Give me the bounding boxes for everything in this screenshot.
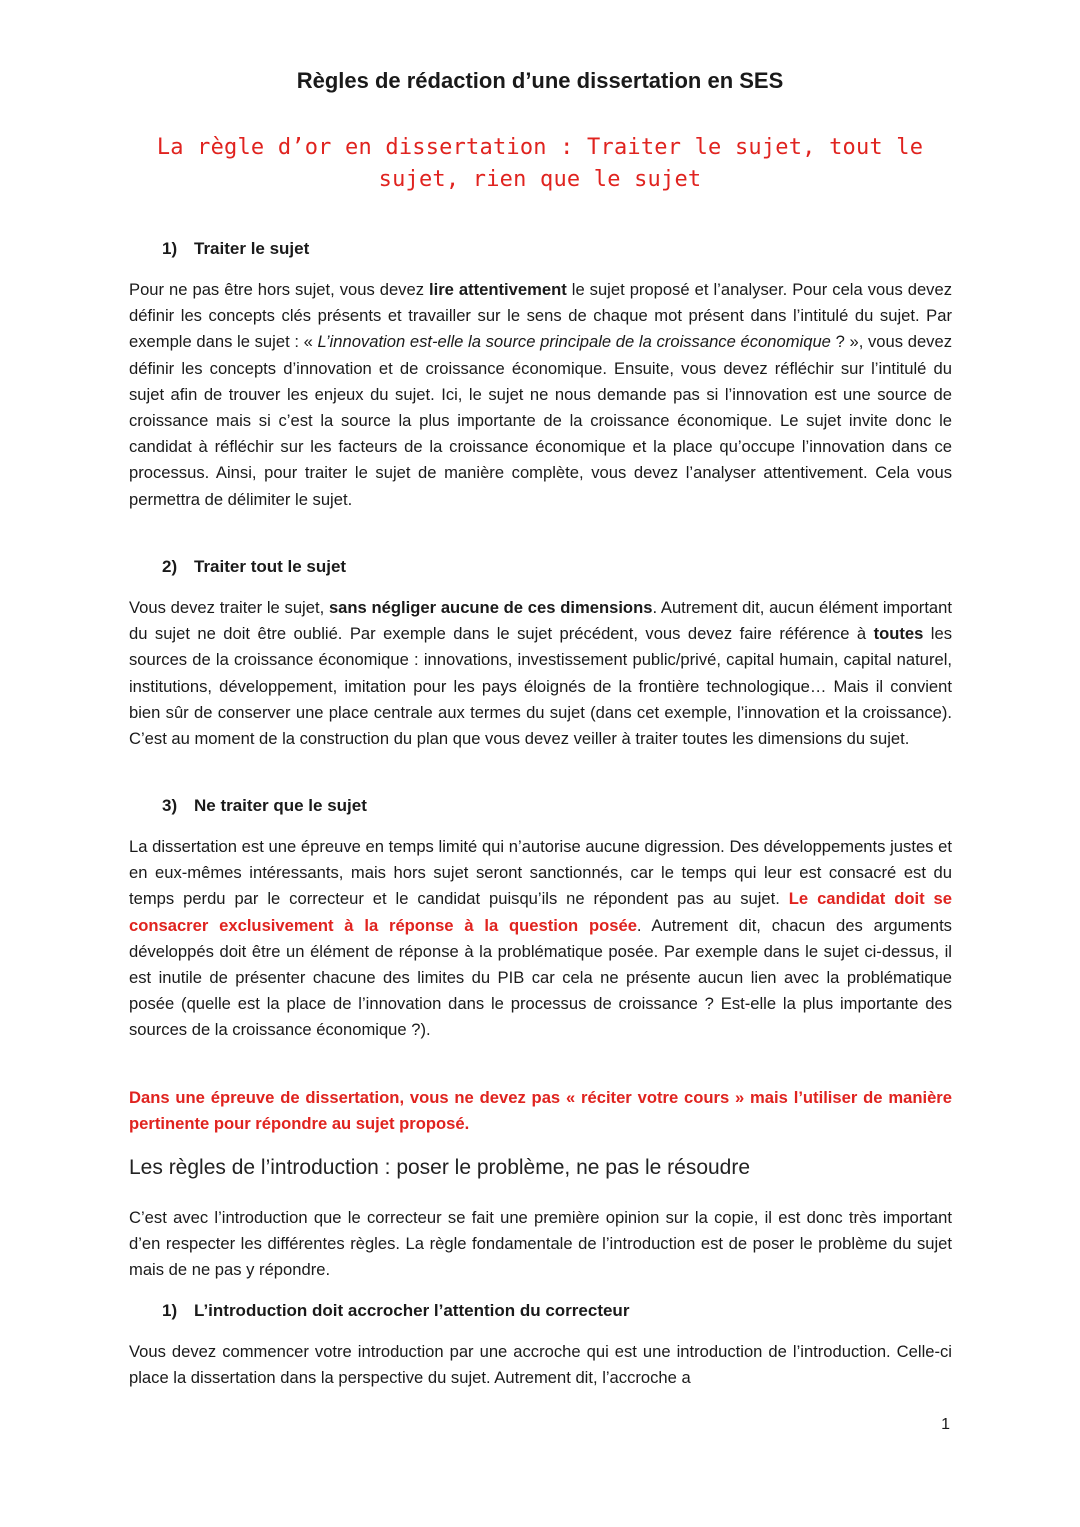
warning-paragraph: Dans une épreuve de dissertation, vous ne devez pas « réciter votre cours » mais l’utiliser de manière pertinente pour répondre au sujet proposé. [129,1088,952,1134]
section-3-number: 3) [162,796,178,815]
section-3-text-a: La dissertation est une épreuve en temps limité qui n’autorise aucune digression. Des développements justes et en eux-mêmes intéressants, mais hors sujet seront sanctionnés, car le temps qui leur est consacré est du temps perdu par le correcteur et le candidat puisqu’ils ne répondent pas au sujet. [129,837,952,909]
section-2-bold-b: toutes [873,624,924,644]
section-1-text-c: ? », vous devez définir les concepts d’innovation et de croissance économique. Ensuite, vous devez réfléchir sur l’intitulé du sujet afin de trouver les enjeux du sujet. Ici, le sujet ne nous demande pas si l’innovation est une source de croissance mais si c’est la source la plus importante de la croissance économique. Le sujet invite donc le candidat à réfléchir sur les facteurs de la croissance économique et la place qu’occupe l’innovation dans ce processus. Ainsi, pour traiter le sujet de manière complète, vous devez l’analyser attentivement. Cela vous permettra de délimiter le sujet. [129,332,953,509]
section-2-text-a: Vous devez traiter le sujet, [129,598,329,617]
section-1-number: 1) [162,239,178,258]
section-2-text-c: les sources de la croissance économique : innovations, investissement public/privé, capital humain, capital naturel, institutions, développement, imitation pour les pays éloignés de la frontière technologique… Mais il convient bien sûr de conserver une place centrale aux termes du sujet (dans cet exemple, l’innovation et la croissance). C’est au moment de la construction du plan que vous devez veiller à traiter toutes les dimensions du sujet. [129,624,952,749]
section-2-heading [162,555,346,579]
section-1-paragraph [129,277,952,513]
section-2-text-b: . Autrement dit, aucun élément important du sujet ne doit être oublié. Par exemple dans le sujet précédent, vous devez faire référence à [129,598,952,644]
section-1-title: Traiter le sujet [194,239,310,258]
section-1-italic-quote: L’innovation est-elle la source principale de la croissance économique [317,332,831,352]
section-3-heading [162,794,367,818]
page-number: 1 [941,1416,950,1433]
section-1-text-b: le sujet proposé et l’analyser. Pour cela vous devez définir les concepts clés présents et travailler sur le sens de chaque mot présent dans l’intitulé du sujet. Par exemple dans le sujet : « [129,280,953,352]
document-title: Règles de rédaction d’une dissertation en SES [296,68,784,93]
section-3-red-emphasis: Le candidat doit se consacrer exclusivement à la réponse à la question posée [129,889,952,935]
intro-section-1-heading [162,1299,629,1323]
intro-section-1-paragraph: Vous devez commencer votre introduction par une accroche qui est une introduction de l’introduction. Celle-ci place la dissertation dans la perspective du sujet. Autrement dit, l’accroche a [129,1342,952,1388]
section-3-paragraph [129,834,952,1044]
introduction-heading: Les règles de l’introduction : poser le problème, ne pas le résoudre [129,1156,751,1179]
section-3-text-b: . Autrement dit, chacun des arguments développés doit être un élément de réponse à la problématique posée. Par exemple dans le sujet ci-dessus, il est inutile de présenter chacune des limites du PIB car cela ne présente aucun lien avec la problématique posée (quelle est la place de l’innovation dans le processus de croissance ? Est-elle la plus importante des sources de la croissance économique ?). [129,915,952,1040]
section-1-heading [162,237,309,261]
section-2-bold-a: sans négliger aucune de ces dimensions [328,598,653,617]
intro-section-1-title: L’introduction doit accrocher l’attention du correcteur [194,1301,630,1320]
intro-section-1-number: 1) [162,1301,178,1320]
section-2-number: 2) [162,557,178,576]
section-1-bold: lire attentivement [429,280,567,299]
introduction-paragraph: C’est avec l’introduction que le correcteur se fait une première opinion sur la copie, il est donc très important d’en respecter les différentes règles. La règle fondamentale de l’introduction est de poser le problème du sujet mais de ne pas y répondre. [129,1208,952,1280]
section-2-paragraph [129,595,952,752]
section-2-title: Traiter tout le sujet [194,557,347,576]
section-1-text-a: Pour ne pas être hors sujet, vous devez [129,280,429,299]
section-3-title: Ne traiter que le sujet [194,796,367,815]
golden-rule-heading: La règle d’or en dissertation : Traiter le sujet, tout le sujet, rien que le sujet [156,135,924,192]
